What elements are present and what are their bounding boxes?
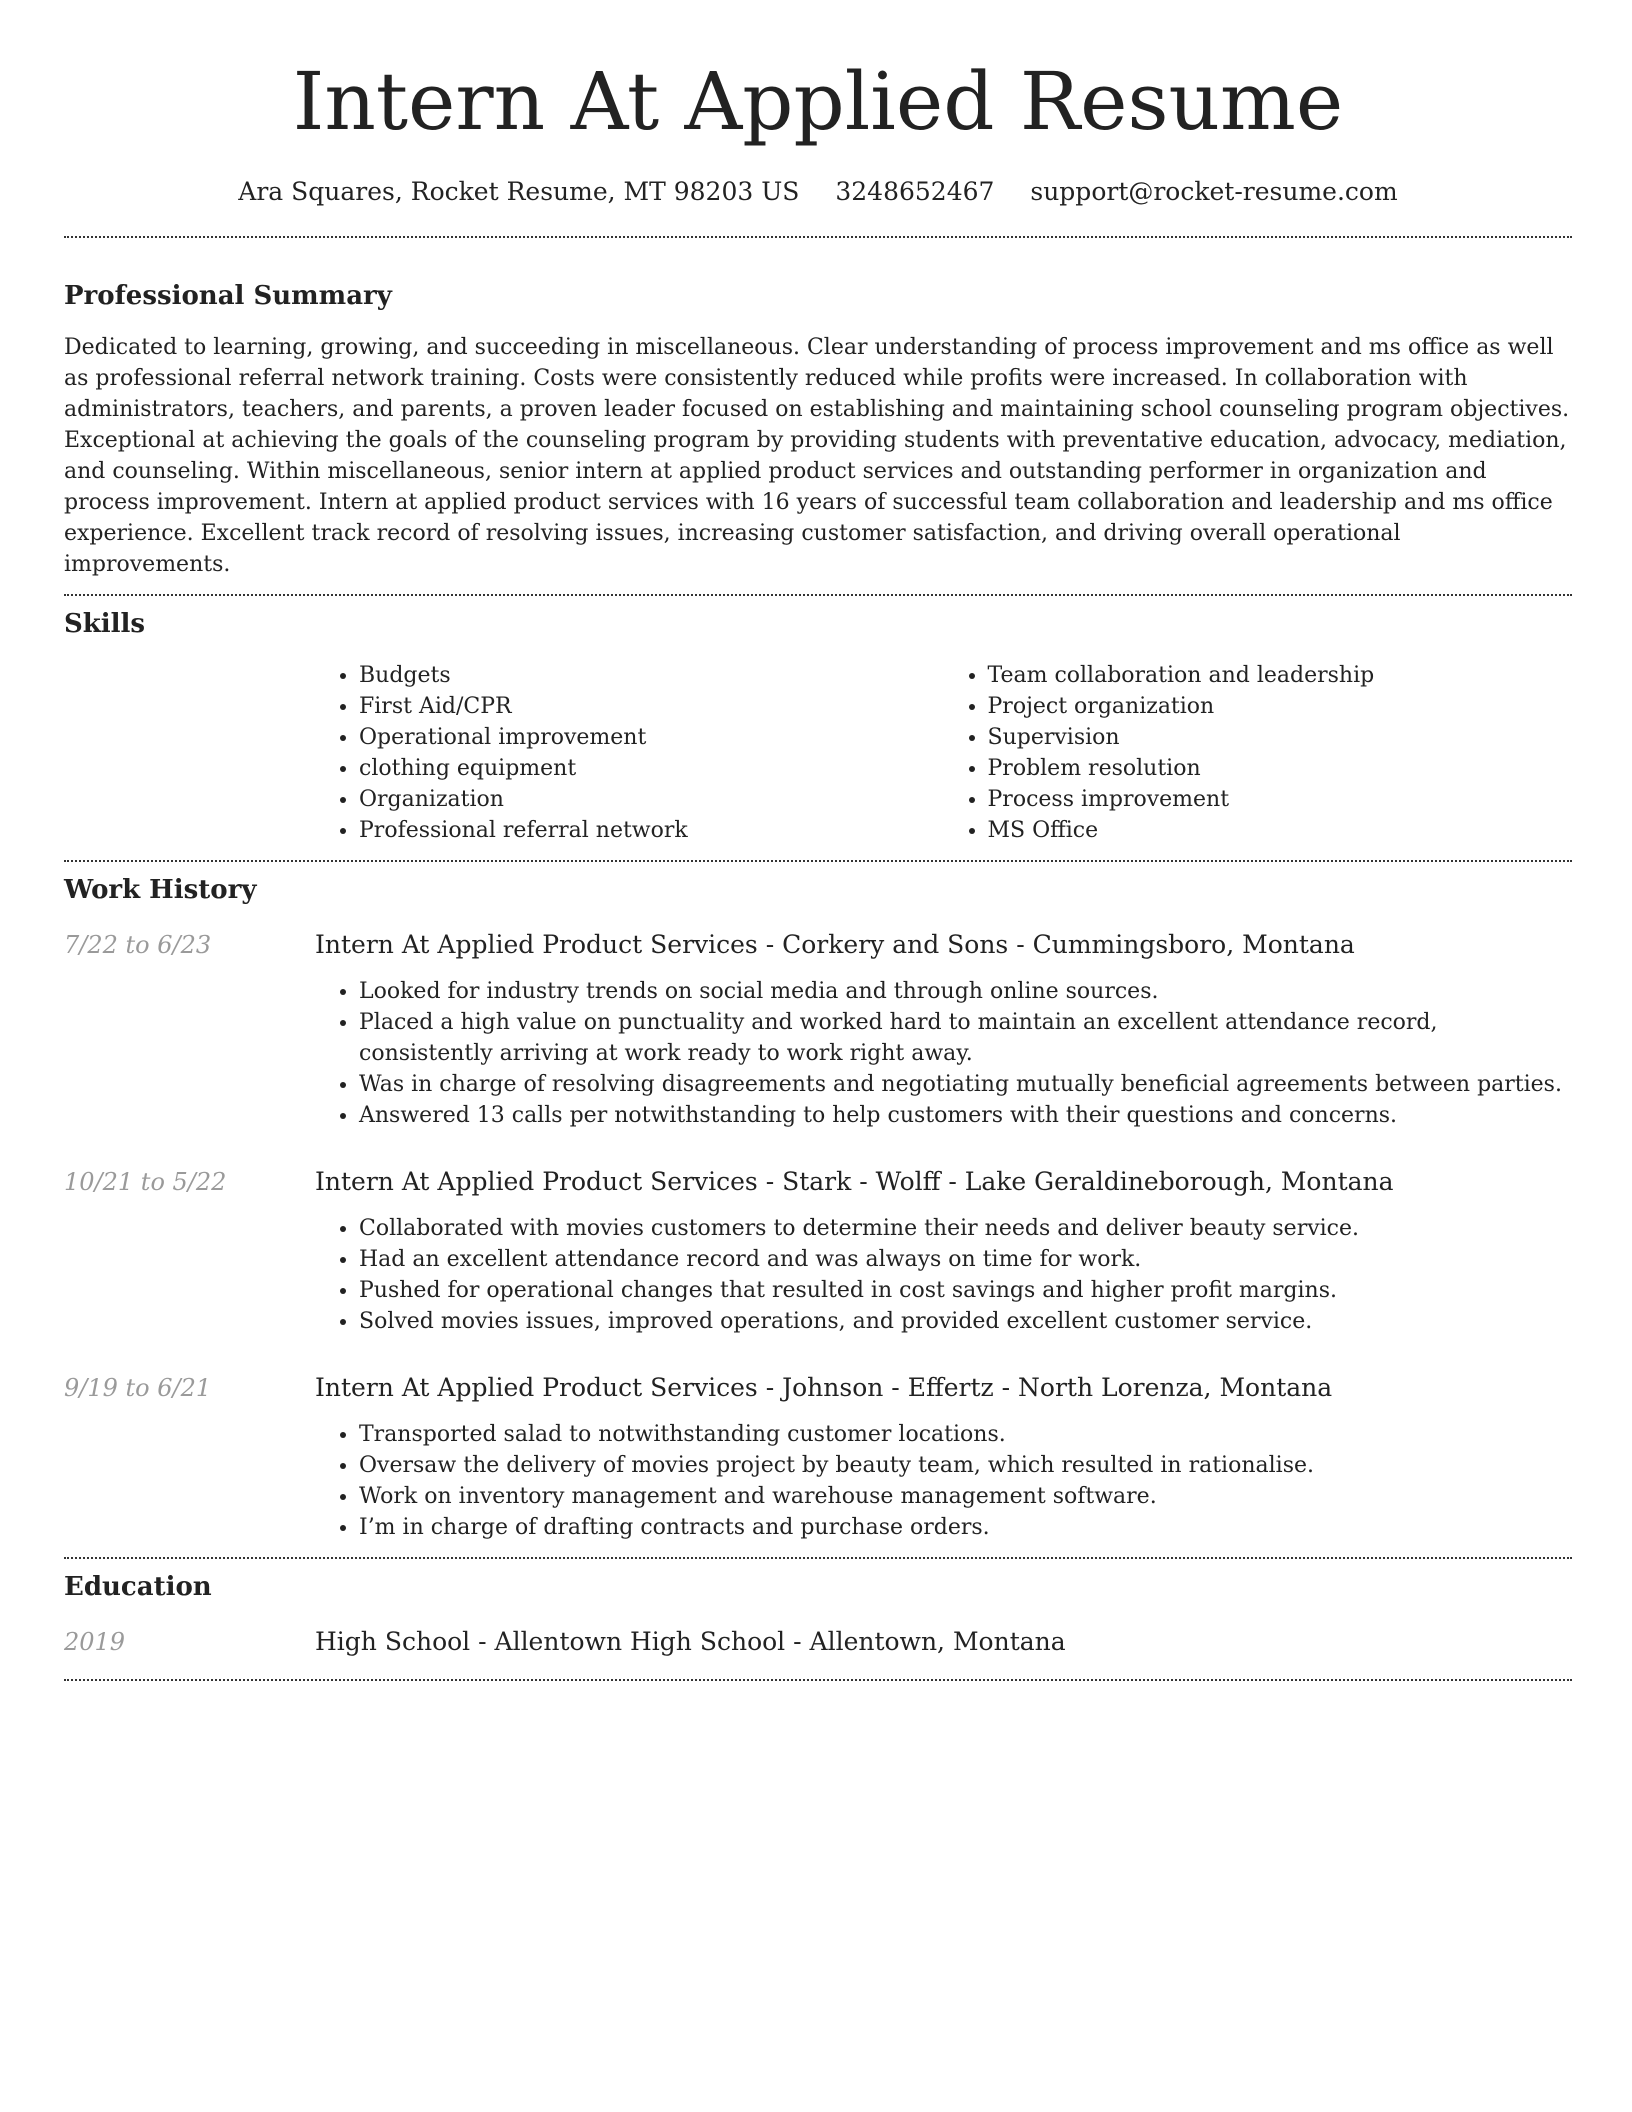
resume-name: Intern At Applied Resume [292, 55, 1344, 148]
job-bullets [315, 976, 1572, 1131]
skill-item: • Operational improvement [359, 722, 944, 753]
skills-grid [315, 660, 1572, 846]
skills-list-right [944, 660, 1573, 846]
job-bullet: • Transported salad to notwithstanding customer locations. [359, 1419, 1572, 1450]
job-date: 7/22 to 6/23 [64, 931, 212, 959]
skill-item: • First Aid/CPR [359, 691, 944, 722]
summary-text: Dedicated to learning, growing, and succeeding in miscellaneous. Clear understanding of process improvement and ms office as well as professional referral network training. Costs were consistently reduced while profits were increased. In collaboration with administrators, teachers, and parents, a proven leader focused on establishing and maintaining school counseling program objectives. Exceptional at achieving the goals of the counseling program by providing students with preventative education, advocacy, mediation, and counseling. Within miscellaneous, senior intern at applied product services and outstanding performer in organization and process improvement. Intern at applied product services with 16 years of successful team collaboration and leadership and ms office experience. Excellent track record of resolving issues, increasing customer satisfaction, and driving overall operational improvements. [64, 335, 1570, 577]
contact-email: support@rocket-resume.com [1030, 177, 1398, 206]
job-bullet: • Answered 13 calls per notwithstanding to help customers with their questions and concerns. [359, 1100, 1572, 1131]
job-bullet: • Looked for industry trends on social media and through online sources. [359, 976, 1572, 1007]
job-bullet: • Work on inventory management and warehouse management software. [359, 1481, 1572, 1512]
job-bullets [315, 1419, 1572, 1543]
skills-list-left [315, 660, 944, 846]
skills-title: Skills [64, 609, 146, 639]
skill-item: • Problem resolution [988, 753, 1573, 784]
education-date: 2019 [64, 1628, 126, 1656]
job-header [64, 1371, 1572, 1405]
skill-item: • Project organization [988, 691, 1573, 722]
skill-item: • Organization [359, 784, 944, 815]
skill-item: • Team collaboration and leadership [988, 660, 1573, 691]
job-header [64, 1165, 1572, 1199]
job-bullet: • Collaborated with movies customers to determine their needs and deliver beauty service. [359, 1213, 1572, 1244]
job-bullet: • Placed a high value on punctuality and worked hard to maintain an excellent attendance record, consistently arriving at work ready to work right away. [359, 1007, 1572, 1069]
job-bullet: • I’m in charge of drafting contracts and purchase orders. [359, 1512, 1572, 1543]
job-bullet: • Oversaw the delivery of movies project by beauty team, which resulted in rationalise. [359, 1450, 1572, 1481]
contact-phone: 3248652467 [835, 177, 995, 206]
resume-page [64, 0, 1572, 1681]
job-heading: Intern At Applied Product Services - Corkery and Sons - Cummingsboro, Montana [315, 930, 1355, 959]
skills-section [64, 606, 1572, 846]
skill-item: • Supervision [988, 722, 1573, 753]
summary-section [64, 278, 1572, 580]
divider [64, 236, 1572, 238]
job-heading: Intern At Applied Product Services - Stark - Wolff - Lake Geraldineborough, Montana [315, 1167, 1394, 1196]
education-section [64, 1569, 1572, 1659]
divider [64, 860, 1572, 862]
job-date: 10/21 to 5/22 [64, 1168, 227, 1196]
work-section [64, 872, 1572, 1543]
skill-item: • MS Office [988, 815, 1573, 846]
contact-address: Ara Squares, Rocket Resume, MT 98203 US [238, 177, 800, 206]
contact-line [64, 174, 1572, 210]
education-title: Education [64, 1572, 212, 1602]
job-bullets [315, 1213, 1572, 1337]
job-entry [64, 1371, 1572, 1543]
job-bullet: • Had an excellent attendance record and was always on time for work. [359, 1244, 1572, 1275]
skill-item: • Process improvement [988, 784, 1573, 815]
job-entry [64, 928, 1572, 1131]
divider [64, 1557, 1572, 1559]
job-bullet: • Was in charge of resolving disagreements and negotiating mutually beneficial agreements between parties. [359, 1069, 1572, 1100]
job-header [64, 928, 1572, 962]
skill-item: • clothing equipment [359, 753, 944, 784]
work-title: Work History [64, 875, 257, 905]
skill-item: • Professional referral network [359, 815, 944, 846]
divider [64, 594, 1572, 596]
job-bullet: • Solved movies issues, improved operations, and provided excellent customer service. [359, 1306, 1572, 1337]
skill-item: • Budgets [359, 660, 944, 691]
summary-title: Professional Summary [64, 281, 392, 311]
education-heading: High School - Allentown High School - Allentown, Montana [315, 1627, 1066, 1656]
education-entry [64, 1625, 1572, 1659]
job-date: 9/19 to 6/21 [64, 1374, 212, 1402]
job-entry [64, 1165, 1572, 1337]
job-heading: Intern At Applied Product Services - Johnson - Effertz - North Lorenza, Montana [315, 1373, 1333, 1402]
job-bullet: • Pushed for operational changes that resulted in cost savings and higher profit margins. [359, 1275, 1572, 1306]
divider [64, 1679, 1572, 1681]
